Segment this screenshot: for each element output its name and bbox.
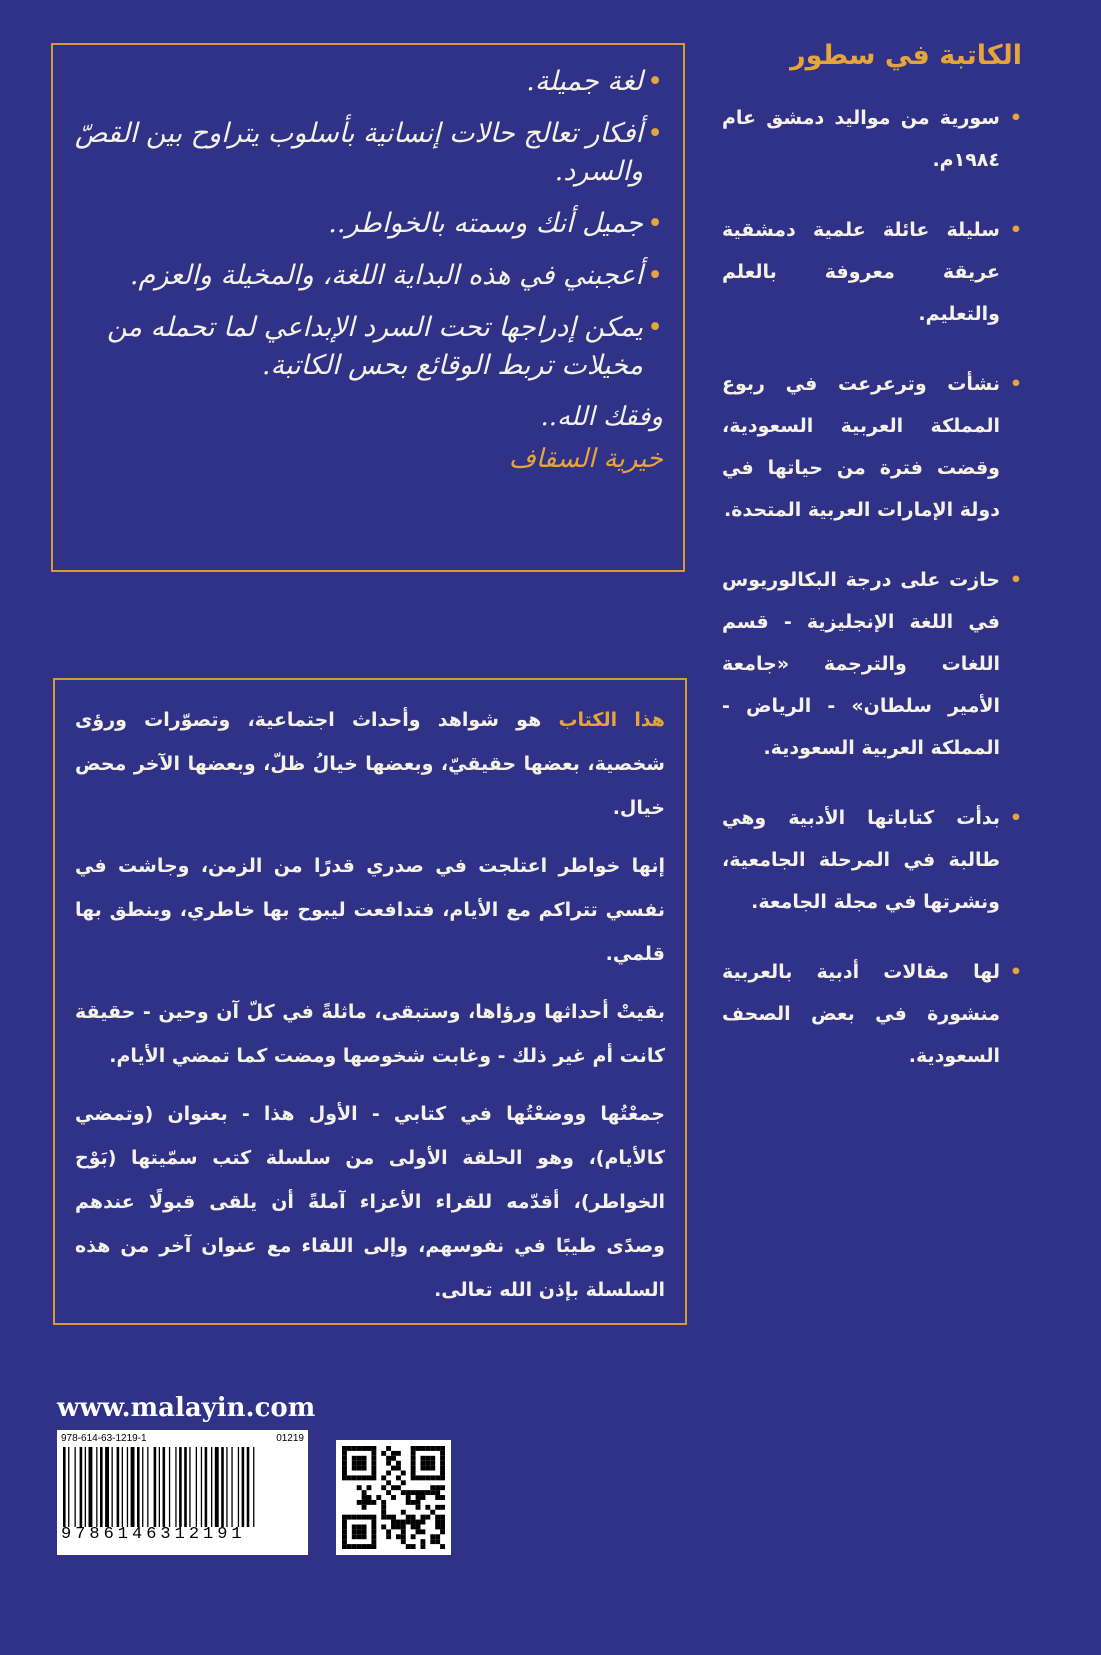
barcode-bar: [215, 1447, 219, 1527]
qr-module: [391, 1466, 396, 1471]
barcode-bar: [75, 1447, 76, 1527]
qr-module: [342, 1446, 347, 1451]
barcode-bar: [105, 1447, 109, 1527]
barcode-bar: [247, 1447, 250, 1527]
qr-module: [430, 1446, 435, 1451]
bullet-icon: •: [1009, 373, 1022, 395]
bullet-icon: •: [647, 208, 663, 239]
review-item: • يمكن إدراجها تحت السرد الإبداعي لما تحمله من مخيلات تربط الوقائع بحس الكاتبة.: [73, 309, 663, 385]
qr-module: [411, 1466, 416, 1471]
barcode-bar: [112, 1447, 113, 1527]
barcode-bar: [154, 1447, 157, 1527]
qr-module: [386, 1480, 391, 1485]
qr-module: [381, 1515, 386, 1520]
qr-module: [386, 1515, 391, 1520]
qr-module: [406, 1500, 411, 1505]
qr-module: [435, 1524, 440, 1529]
about-lead: هذا الكتاب: [558, 709, 665, 731]
qr-module: [435, 1539, 440, 1544]
qr-module: [352, 1515, 357, 1520]
about-book-box: [53, 678, 687, 1325]
qr-module: [342, 1475, 347, 1480]
qr-module: [342, 1520, 347, 1525]
bio-item: • نشأت وترعرعت في ربوع المملكة العربية السعودية، وقضت فترة من حياتها في دولة الإمارات العربية المتحدة.: [722, 363, 1022, 531]
bio-title: الكاتبة في سطور: [790, 40, 1022, 71]
qr-module: [435, 1515, 440, 1520]
qr-module: [425, 1456, 430, 1461]
qr-module: [440, 1515, 445, 1520]
qr-module: [342, 1544, 347, 1549]
qr-module: [440, 1466, 445, 1471]
qr-module: [371, 1539, 376, 1544]
author-bio: [722, 40, 1022, 1105]
review-item: • جميل أنك وسمته بالخواطر..: [73, 205, 663, 243]
qr-module: [396, 1485, 401, 1490]
bullet-icon: •: [1009, 107, 1022, 129]
barcode-bar: [100, 1447, 103, 1527]
barcode-bar: [221, 1447, 224, 1527]
qr-module: [357, 1515, 362, 1520]
qr-module: [391, 1520, 396, 1525]
qr-module: [420, 1529, 425, 1534]
qr-module: [425, 1515, 430, 1520]
qr-module: [342, 1534, 347, 1539]
barcode-bar: [196, 1447, 197, 1527]
qr-module: [367, 1446, 372, 1451]
qr-module: [362, 1461, 367, 1466]
qr-module: [396, 1461, 401, 1466]
barcode-bar: [68, 1447, 69, 1527]
qr-module: [420, 1461, 425, 1466]
qr-module: [391, 1495, 396, 1500]
qr-module: [391, 1524, 396, 1529]
qr-module: [440, 1520, 445, 1525]
qr-module: [435, 1475, 440, 1480]
qr-module: [401, 1529, 406, 1534]
qr-module: [435, 1446, 440, 1451]
qr-module: [371, 1466, 376, 1471]
bullet-icon: •: [647, 312, 663, 343]
qr-module: [416, 1529, 421, 1534]
qr-module: [396, 1466, 401, 1471]
qr-module: [381, 1500, 386, 1505]
barcode-bar: [117, 1447, 120, 1527]
qr-module: [425, 1505, 430, 1510]
qr-module: [411, 1500, 416, 1505]
qr-module: [430, 1539, 435, 1544]
qr-module: [357, 1456, 362, 1461]
qr-module: [420, 1544, 425, 1549]
qr-module: [430, 1485, 435, 1490]
bio-list: [722, 97, 1022, 1077]
qr-module: [411, 1515, 416, 1520]
qr-module: [440, 1471, 445, 1476]
qr-module: [381, 1485, 386, 1490]
qr-module: [401, 1510, 406, 1515]
qr-module: [362, 1534, 367, 1539]
bullet-icon: •: [1009, 807, 1022, 829]
qr-module: [420, 1475, 425, 1480]
qr-module: [342, 1461, 347, 1466]
qr-module: [435, 1490, 440, 1495]
qr-module: [406, 1544, 411, 1549]
qr-module: [440, 1544, 445, 1549]
qr-module: [420, 1495, 425, 1500]
qr-module: [396, 1475, 401, 1480]
barcode-bar: [96, 1447, 97, 1527]
qr-module: [371, 1534, 376, 1539]
qr-module: [430, 1475, 435, 1480]
barcode-bar: [127, 1447, 128, 1527]
qr-module: [425, 1461, 430, 1466]
about-paragraph: إنها خواطر اعتلجت في صدري قدرًا من الزمن، وجاشت في نفسي تتراكم مع الأيام، فتدافعت ليبوح بها خاطري، وينطق بها قلمي.: [75, 855, 665, 965]
qr-module: [411, 1446, 416, 1451]
qr-module: [347, 1544, 352, 1549]
qr-module: [342, 1456, 347, 1461]
barcode-bar: [163, 1447, 166, 1527]
qr-module: [362, 1456, 367, 1461]
qr-module: [420, 1466, 425, 1471]
qr-module: [371, 1515, 376, 1520]
qr-module: [357, 1446, 362, 1451]
barcode-bar: [175, 1447, 176, 1527]
bullet-icon: •: [1009, 219, 1022, 241]
qr-module: [357, 1524, 362, 1529]
qr-module: [386, 1446, 391, 1451]
reviews-box: [51, 43, 685, 572]
qr-module: [440, 1505, 445, 1510]
qr-module: [352, 1544, 357, 1549]
qr-module: [440, 1446, 445, 1451]
qr-module: [406, 1490, 411, 1495]
reviews-list: [73, 63, 663, 385]
qr-module: [435, 1534, 440, 1539]
qr-module: [411, 1461, 416, 1466]
qr-module: [416, 1446, 421, 1451]
qr-module: [342, 1524, 347, 1529]
qr-module: [371, 1520, 376, 1525]
bio-item: • سليلة عائلة علمية دمشقية عريقة معروفة بالعلم والتعليم.: [722, 209, 1022, 335]
qr-module: [352, 1534, 357, 1539]
qr-module: [420, 1490, 425, 1495]
review-signature: خيرية السقاف: [508, 444, 663, 474]
qr-module: [391, 1485, 396, 1490]
qr-module: [411, 1490, 416, 1495]
qr-module: [411, 1456, 416, 1461]
qr-module: [352, 1456, 357, 1461]
qr-module: [406, 1520, 411, 1525]
qr-module: [430, 1461, 435, 1466]
bullet-icon: •: [647, 260, 663, 291]
qr-module: [391, 1515, 396, 1520]
qr-module: [396, 1520, 401, 1525]
qr-module: [367, 1500, 372, 1505]
qr-module: [430, 1466, 435, 1471]
qr-module: [362, 1495, 367, 1500]
qr-module: [425, 1466, 430, 1471]
qr-module: [381, 1505, 386, 1510]
barcode-bar: [147, 1447, 148, 1527]
barcode-bar: [137, 1447, 140, 1527]
review-closing: وفقك الله..: [540, 402, 663, 432]
qr-module: [440, 1524, 445, 1529]
isbn-number: 978-614-63-1219-1: [61, 1433, 147, 1444]
qr-module: [440, 1451, 445, 1456]
about-paragraph: جمعْتُها ووضعْتُها في كتابي - الأول هذا - بعنوان (وتمضي كالأيام)، وهو الحلقة الأولى من سلسلة كتب سمّيتها (بَوْح الخواطر)، أقدّمه للقراء الأعزاء آملةً أن يلقى قبولًا عندهم وصدًى طيبًا في نفوسهم، وإلى اللقاء مع عنوان آخر من هذه السلسلة بإذن الله تعالى.: [75, 1103, 665, 1301]
qr-module: [381, 1510, 386, 1515]
qr-module: [411, 1534, 416, 1539]
barcode-bar: [238, 1447, 239, 1527]
qr-module: [440, 1495, 445, 1500]
qr-module: [416, 1520, 421, 1525]
qr-module: [371, 1451, 376, 1456]
qr-module: [362, 1515, 367, 1520]
qr-module: [411, 1544, 416, 1549]
qr-module: [386, 1461, 391, 1466]
qr-module: [401, 1520, 406, 1525]
qr-module: [357, 1544, 362, 1549]
bullet-icon: •: [647, 66, 663, 97]
barcode-bar: [159, 1447, 160, 1527]
qr-code-pattern: [342, 1446, 445, 1549]
qr-module: [401, 1480, 406, 1485]
qr-module: [362, 1500, 367, 1505]
qr-module: [440, 1456, 445, 1461]
barcode-bars: [61, 1447, 304, 1527]
qr-module: [440, 1485, 445, 1490]
qr-module: [430, 1534, 435, 1539]
qr-module: [391, 1451, 396, 1456]
barcode-digits: 9786146312191: [61, 1525, 246, 1544]
qr-module: [352, 1466, 357, 1471]
publisher-website[interactable]: www.malayin.com: [57, 1393, 316, 1423]
qr-module: [401, 1534, 406, 1539]
qr-module: [440, 1529, 445, 1534]
barcode-bar: [231, 1447, 232, 1527]
qr-module: [411, 1475, 416, 1480]
qr-module: [342, 1539, 347, 1544]
bullet-icon: •: [1009, 569, 1022, 591]
qr-module: [435, 1520, 440, 1525]
qr-module: [367, 1475, 372, 1480]
barcode-bar: [63, 1447, 66, 1527]
qr-module: [435, 1485, 440, 1490]
qr-module: [411, 1520, 416, 1525]
qr-module: [416, 1505, 421, 1510]
qr-module: [435, 1505, 440, 1510]
bio-item: • لها مقالات أدبية بالعربية منشورة في بعض الصحف السعودية.: [722, 951, 1022, 1077]
barcode-bar: [226, 1447, 227, 1527]
barcode-bar: [201, 1447, 202, 1527]
qr-module: [371, 1529, 376, 1534]
qr-module: [406, 1515, 411, 1520]
qr-module: [376, 1495, 381, 1500]
barcode-bar: [85, 1447, 86, 1527]
qr-module: [371, 1461, 376, 1466]
barcode-bar: [211, 1447, 212, 1527]
isbn-barcode: [57, 1430, 308, 1555]
qr-module: [342, 1471, 347, 1476]
qr-module: [362, 1446, 367, 1451]
qr-module: [420, 1520, 425, 1525]
barcode-bar: [80, 1447, 83, 1527]
qr-module: [367, 1485, 372, 1490]
qr-module: [386, 1534, 391, 1539]
qr-module: [420, 1539, 425, 1544]
qr-module: [357, 1534, 362, 1539]
qr-module: [352, 1461, 357, 1466]
qr-module: [371, 1446, 376, 1451]
qr-module: [371, 1544, 376, 1549]
barcode-bar: [142, 1447, 143, 1527]
qr-module: [352, 1524, 357, 1529]
qr-module: [396, 1451, 401, 1456]
qr-module: [381, 1475, 386, 1480]
qr-module: [371, 1500, 376, 1505]
bio-item: • بدأت كتاباتها الأدبية وهي طالبة في المرحلة الجامعية، ونشرتها في مجلة الجامعة.: [722, 797, 1022, 923]
qr-module: [401, 1471, 406, 1476]
product-code: 01219: [276, 1433, 304, 1444]
qr-module: [391, 1456, 396, 1461]
qr-module: [430, 1510, 435, 1515]
qr-module: [411, 1524, 416, 1529]
qr-module: [357, 1500, 362, 1505]
bullet-icon: •: [1009, 961, 1022, 983]
qr-module: [386, 1490, 391, 1495]
barcode-bar: [169, 1447, 170, 1527]
qr-module: [401, 1539, 406, 1544]
qr-module: [357, 1529, 362, 1534]
barcode-bar: [253, 1447, 254, 1527]
qr-module: [440, 1461, 445, 1466]
qr-module: [347, 1515, 352, 1520]
bio-item: • سورية من مواليد دمشق عام ١٩٨٤م.: [722, 97, 1022, 181]
qr-module: [396, 1534, 401, 1539]
qr-module: [362, 1490, 367, 1495]
about-paragraph: بقيتْ أحداثها ورؤاها، وستبقى، ماثلةً في كلّ آن وحين - حقيقة كانت أم غير ذلك - وغابت شخوصها ومضت كما تمضي الأيام.: [75, 1001, 665, 1067]
qr-module: [342, 1529, 347, 1534]
qr-module: [357, 1461, 362, 1466]
qr-module: [371, 1456, 376, 1461]
qr-module: [416, 1524, 421, 1529]
qr-code: [336, 1440, 451, 1555]
qr-module: [342, 1466, 347, 1471]
qr-module: [440, 1475, 445, 1480]
qr-module: [401, 1524, 406, 1529]
qr-module: [367, 1544, 372, 1549]
qr-module: [357, 1485, 362, 1490]
qr-module: [420, 1446, 425, 1451]
qr-module: [367, 1515, 372, 1520]
qr-module: [416, 1500, 421, 1505]
qr-module: [416, 1495, 421, 1500]
qr-module: [406, 1495, 411, 1500]
qr-module: [357, 1466, 362, 1471]
qr-module: [430, 1490, 435, 1495]
qr-module: [430, 1456, 435, 1461]
qr-module: [362, 1505, 367, 1510]
qr-module: [362, 1529, 367, 1534]
qr-module: [362, 1524, 367, 1529]
barcode-bar: [89, 1447, 93, 1527]
bio-item: • حازت على درجة البكالوريوس في اللغة الإنجليزية - قسم اللغات والترجمة «جامعة الأمير سلطان» - الرياض - المملكة العربية السعودية.: [722, 559, 1022, 769]
qr-module: [416, 1490, 421, 1495]
qr-module: [420, 1456, 425, 1461]
qr-module: [411, 1471, 416, 1476]
qr-module: [357, 1475, 362, 1480]
qr-module: [362, 1544, 367, 1549]
qr-module: [342, 1515, 347, 1520]
qr-module: [342, 1451, 347, 1456]
qr-module: [396, 1524, 401, 1529]
qr-module: [386, 1471, 391, 1476]
qr-module: [347, 1446, 352, 1451]
review-item: • لغة جميلة.: [73, 63, 663, 101]
qr-module: [381, 1524, 386, 1529]
bullet-icon: •: [647, 118, 663, 149]
barcode-bar: [205, 1447, 208, 1527]
barcode-bar: [179, 1447, 182, 1527]
qr-module: [371, 1524, 376, 1529]
qr-module: [371, 1475, 376, 1480]
barcode-bar: [122, 1447, 123, 1527]
about-paragraph: هذا الكتاب هو شواهد وأحداث اجتماعية، وتصوّرات ورؤى شخصية، بعضها حقيقيّ، وبعضها خيالُ ظلّ، وبعضها الآخر محض خيال.: [75, 709, 665, 819]
qr-module: [425, 1475, 430, 1480]
qr-module: [416, 1475, 421, 1480]
qr-module: [425, 1490, 430, 1495]
barcode-bar: [242, 1447, 245, 1527]
qr-module: [420, 1515, 425, 1520]
qr-module: [362, 1466, 367, 1471]
qr-module: [352, 1446, 357, 1451]
qr-module: [386, 1529, 391, 1534]
barcode-bar: [131, 1447, 135, 1527]
qr-module: [367, 1495, 372, 1500]
qr-module: [401, 1490, 406, 1495]
review-item: • أعجبني في هذه البداية اللغة، والمخيلة والعزم.: [73, 257, 663, 295]
qr-module: [425, 1446, 430, 1451]
qr-module: [347, 1475, 352, 1480]
qr-module: [352, 1529, 357, 1534]
qr-module: [435, 1495, 440, 1500]
qr-module: [386, 1456, 391, 1461]
qr-module: [362, 1475, 367, 1480]
review-item: • أفكار تعالج حالات إنسانية بأسلوب يتراوح بين القصّ والسرد.: [73, 115, 663, 191]
barcode-bar: [189, 1447, 190, 1527]
qr-module: [371, 1471, 376, 1476]
barcode-bar: [184, 1447, 187, 1527]
qr-module: [352, 1475, 357, 1480]
qr-module: [411, 1451, 416, 1456]
qr-module: [381, 1451, 386, 1456]
